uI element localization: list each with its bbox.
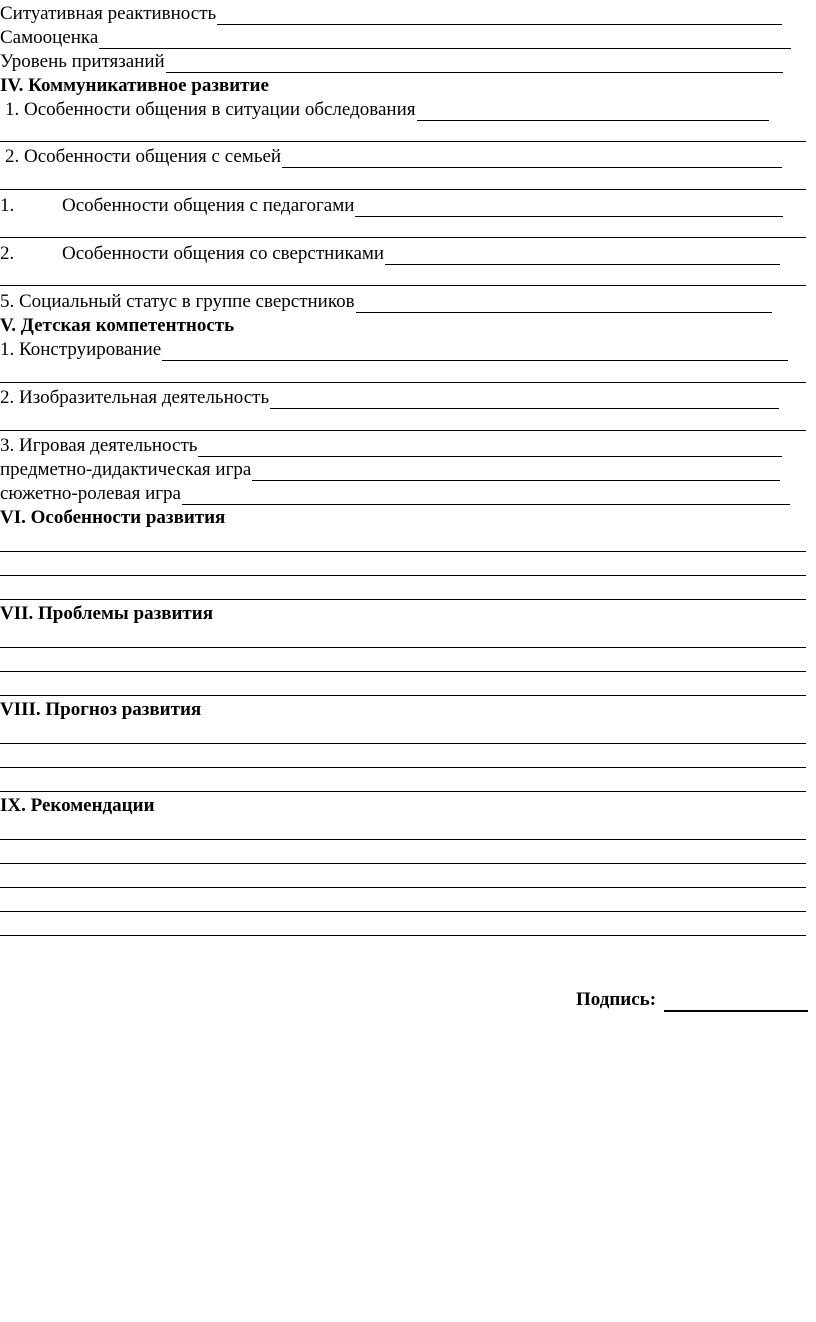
section-4-title [0,75,269,97]
development-forecast-line-1[interactable] [0,743,806,744]
construction-label: 1. Конструирование [0,339,162,360]
comm-peers-field-2[interactable] [0,285,806,286]
play-activity-field[interactable] [198,439,782,457]
signature-label: Подпись: [576,989,657,1010]
didactic-game-field[interactable] [252,463,780,481]
self-esteem-label: Самооценка [0,27,99,48]
comm-teachers-field-2[interactable] [0,237,806,238]
comm-family-label: 2. Особенности общения с семьей [5,146,282,167]
signature-field[interactable] [664,992,808,1012]
section-8-title-text: VIII. Прогноз развития [0,699,202,720]
comm-family-field[interactable] [282,150,782,168]
comm-examination-label: 1. Особенности общения в ситуации обследования [5,99,416,120]
visual-activity-row [0,387,779,409]
role-play-label: сюжетно-ролевая игра [0,483,181,504]
comm-family-row [0,146,782,168]
role-play-row [0,483,790,505]
construction-field[interactable] [162,343,788,361]
comm-examination-field[interactable] [417,103,769,121]
social-status-label: 5. Социальный статус в группе сверстников [0,291,355,312]
section-5-title-text: V. Детская компетентность [0,315,235,336]
development-features-line-2[interactable] [0,575,806,576]
visual-activity-field-2[interactable] [0,430,806,431]
development-features-line-3[interactable] [0,599,806,600]
comm-teachers-field[interactable] [355,199,783,217]
aspiration-level-field[interactable] [166,55,783,73]
recommendations-line-3[interactable] [0,887,806,888]
development-forecast-line-2[interactable] [0,767,806,768]
comm-peers-field[interactable] [385,247,780,265]
recommendations-line-4[interactable] [0,911,806,912]
situational-reactivity-label: Ситуативная реактивность [0,3,217,24]
comm-teachers-label: Особенности общения с педагогами [62,195,355,216]
section-6-title-text: VI. Особенности развития [0,507,226,528]
play-activity-row [0,435,782,457]
comm-peers-row [0,243,780,265]
role-play-field[interactable] [182,487,790,505]
section-7-title [0,603,213,625]
construction-row [0,339,788,361]
comm-peers-number: 2. [0,243,15,264]
development-features-line-1[interactable] [0,551,806,552]
recommendations-line-5[interactable] [0,935,806,936]
social-status-row [0,291,772,313]
visual-activity-label: 2. Изобразительная деятельность [0,387,270,408]
didactic-game-label: предметно-дидактическая игра [0,459,252,480]
didactic-game-row [0,459,780,481]
self-esteem-field[interactable] [99,31,791,49]
aspiration-level-row [0,51,783,73]
recommendations-line-2[interactable] [0,863,806,864]
section-8-title [0,699,201,721]
comm-teachers-row [0,195,783,217]
section-7-title-text: VII. Проблемы развития [0,603,213,624]
section-9-title-text: IX. Рекомендации [0,795,155,816]
self-esteem-row [0,27,791,49]
development-forecast-line-3[interactable] [0,791,806,792]
section-9-title [0,795,155,817]
section-5-title [0,315,234,337]
social-status-field[interactable] [356,295,772,313]
recommendations-line-1[interactable] [0,839,806,840]
play-activity-label: 3. Игровая деятельность [0,435,198,456]
section-6-title [0,507,225,529]
comm-examination-field-2[interactable] [0,141,806,142]
comm-family-field-2[interactable] [0,189,806,190]
comm-teachers-number: 1. [0,195,15,216]
aspiration-level-label: Уровень притязаний [0,51,165,72]
development-problems-line-2[interactable] [0,671,806,672]
development-problems-line-3[interactable] [0,695,806,696]
development-problems-line-1[interactable] [0,647,806,648]
comm-examination-row [0,99,769,121]
construction-field-2[interactable] [0,382,806,383]
situational-reactivity-field[interactable] [217,7,782,25]
comm-peers-label: Особенности общения со сверстниками [62,243,385,264]
signature-row [576,988,808,1012]
situational-reactivity-row [0,3,782,25]
section-4-title-text: IV. Коммуникативное развитие [0,75,269,96]
visual-activity-field[interactable] [270,391,779,409]
